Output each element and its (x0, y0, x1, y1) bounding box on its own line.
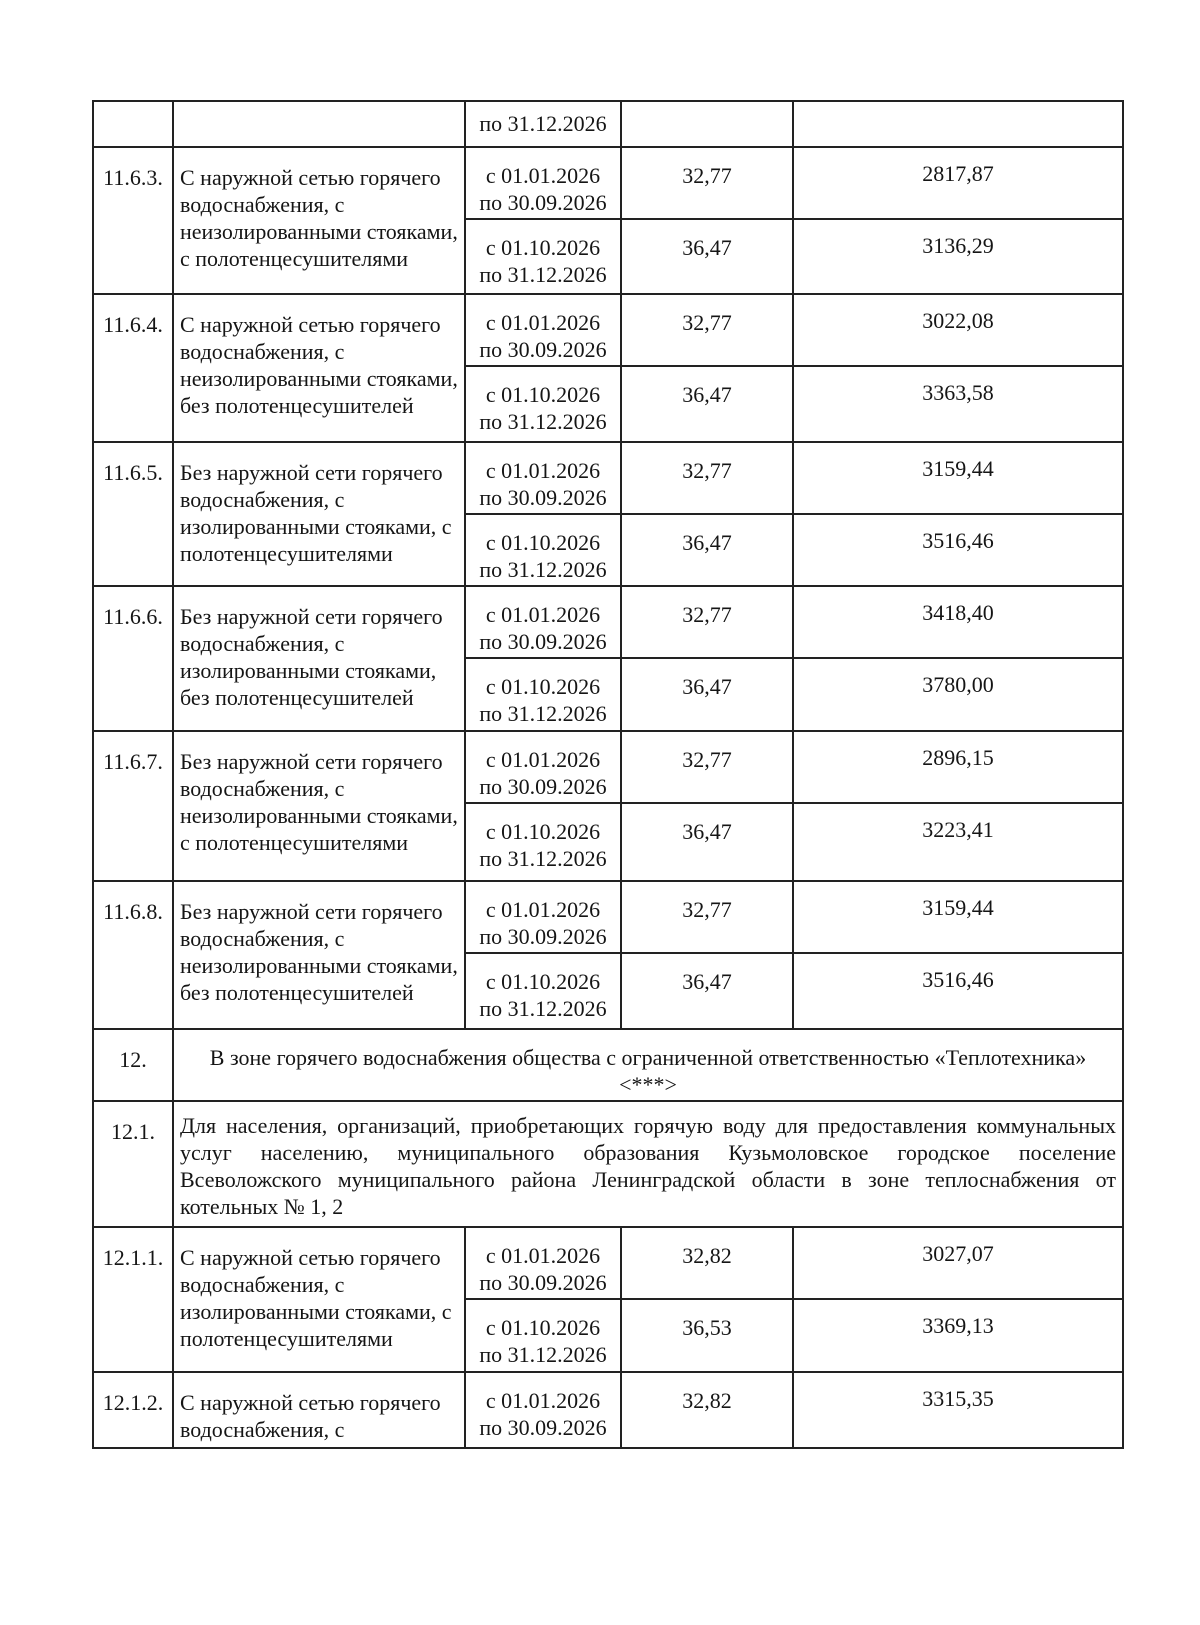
period-cell (465, 881, 621, 953)
row-description: Без наружной сети горячего водоснабжения, с неизолированными стояками, без полотенцесушителей (173, 881, 465, 1029)
period-to: по 30.09.2026 (479, 1415, 607, 1440)
table-row (93, 147, 1123, 219)
period-to: по 31.12.2026 (479, 846, 607, 871)
table-row (93, 294, 1123, 366)
period-from: с 01.10.2026 (485, 235, 601, 260)
period-cell (465, 514, 621, 586)
subsection-text: Для населения, организаций, приобретающих горячую воду для предоставления коммунальных услуг населению, муниципального образования Кузьмоловское городское поселение Всеволожского муниципального района Ленинградской области в зоне теплоснабжения от котельных № 1, 2 (173, 1101, 1123, 1227)
period-cell (465, 803, 621, 881)
tariff-value: 3369,13 (793, 1299, 1123, 1372)
period-cell (465, 586, 621, 658)
period-from: с 01.10.2026 (485, 1315, 601, 1340)
row-number: 12.1.1. (93, 1227, 173, 1372)
period-to: по 30.09.2026 (479, 1270, 607, 1295)
section-title: В зоне горячего водоснабжения общества с ограниченной ответственностью «Теплотехника» <***> (173, 1029, 1123, 1101)
desc-cell (173, 101, 465, 147)
period-to: по 30.09.2026 (479, 629, 607, 654)
row-description: Без наружной сети горячего водоснабжения, с изолированными стояками, с полотенцесушителями (173, 442, 465, 586)
tariff-value: 2896,15 (793, 731, 1123, 803)
period-from: с 01.10.2026 (485, 674, 601, 699)
tariff-value: 3516,46 (793, 953, 1123, 1029)
table-row (93, 101, 1123, 147)
norm-value: 36,47 (621, 366, 793, 442)
period-from: с 01.01.2026 (485, 897, 601, 922)
row-description: С наружной сетью горячего водоснабжения, с (173, 1372, 465, 1448)
period-to: по 31.12.2026 (479, 557, 607, 582)
period-to: по 30.09.2026 (479, 485, 607, 510)
period-from: с 01.01.2026 (485, 310, 601, 335)
row-description: С наружной сетью горячего водоснабжения, с неизолированными стояками, с полотенцесушителями (173, 147, 465, 294)
table-row (93, 881, 1123, 953)
period-to: по 31.12.2026 (479, 262, 607, 287)
period-to: по 30.09.2026 (479, 190, 607, 215)
norm-value: 36,53 (621, 1299, 793, 1372)
period-from: с 01.01.2026 (485, 602, 601, 627)
norm-value: 36,47 (621, 219, 793, 294)
period-cell (465, 366, 621, 442)
norm-value: 32,77 (621, 294, 793, 366)
period-to: по 31.12.2026 (479, 701, 607, 726)
period-cell (465, 294, 621, 366)
period-cell (465, 953, 621, 1029)
subsection-row (93, 1101, 1123, 1227)
period-from: с 01.10.2026 (485, 382, 601, 407)
period-cell (465, 1299, 621, 1372)
period-cell (465, 219, 621, 294)
row-number: 11.6.5. (93, 442, 173, 586)
row-number: 11.6.6. (93, 586, 173, 731)
period-from: с 01.01.2026 (485, 1243, 601, 1268)
row-description: С наружной сетью горячего водоснабжения, с изолированными стояками, с полотенцесушителями (173, 1227, 465, 1372)
period-to: по 31.12.2026 (479, 111, 607, 136)
period-from: с 01.01.2026 (485, 163, 601, 188)
tariff-value: 3516,46 (793, 514, 1123, 586)
row-description: Без наружной сети горячего водоснабжения, с неизолированными стояками, с полотенцесушителями (173, 731, 465, 881)
period-cell (465, 731, 621, 803)
norm-value: 32,82 (621, 1227, 793, 1299)
row-description: Без наружной сети горячего водоснабжения, с изолированными стояками, без полотенцесушителей (173, 586, 465, 731)
norm-value: 32,82 (621, 1372, 793, 1448)
norm-value: 32,77 (621, 586, 793, 658)
period-from: с 01.10.2026 (485, 530, 601, 555)
norm-value: 36,47 (621, 514, 793, 586)
period-cell (465, 147, 621, 219)
period-to: по 30.09.2026 (479, 774, 607, 799)
period-to: по 31.12.2026 (479, 996, 607, 1021)
table-row (93, 442, 1123, 514)
row-description: С наружной сетью горячего водоснабжения, с неизолированными стояками, без полотенцесушителей (173, 294, 465, 442)
norm-value: 32,77 (621, 731, 793, 803)
period-to: по 31.12.2026 (479, 1342, 607, 1367)
tariff-value: 3136,29 (793, 219, 1123, 294)
table-row (93, 731, 1123, 803)
table-row (93, 586, 1123, 658)
row-number: 11.6.3. (93, 147, 173, 294)
row-number: 11.6.7. (93, 731, 173, 881)
subsection-number: 12.1. (93, 1101, 173, 1227)
tariff-value: 3315,35 (793, 1372, 1123, 1448)
norm-value: 32,77 (621, 881, 793, 953)
period-cell (465, 1372, 621, 1448)
num-cell (93, 101, 173, 147)
row-number: 11.6.4. (93, 294, 173, 442)
tariff-value: 3363,58 (793, 366, 1123, 442)
row-number: 11.6.8. (93, 881, 173, 1029)
norm-value: 32,77 (621, 442, 793, 514)
tariff-value: 3418,40 (793, 586, 1123, 658)
tariff-value: 3780,00 (793, 658, 1123, 731)
norm-cell (621, 101, 793, 147)
period-from: с 01.01.2026 (485, 458, 601, 483)
period-from: с 01.10.2026 (485, 969, 601, 994)
tariff-cell (793, 101, 1123, 147)
period-cell (465, 1227, 621, 1299)
period-to: по 30.09.2026 (479, 924, 607, 949)
tariff-value: 3223,41 (793, 803, 1123, 881)
period-from: с 01.10.2026 (485, 819, 601, 844)
period-cell (465, 658, 621, 731)
tariff-value: 3022,08 (793, 294, 1123, 366)
tariff-value: 2817,87 (793, 147, 1123, 219)
section-header-row (93, 1029, 1123, 1101)
norm-value: 36,47 (621, 953, 793, 1029)
period-from: с 01.01.2026 (485, 1388, 601, 1413)
tariff-value: 3159,44 (793, 881, 1123, 953)
table-row (93, 1372, 1123, 1448)
norm-value: 36,47 (621, 803, 793, 881)
table-row (93, 1227, 1123, 1299)
section-number: 12. (93, 1029, 173, 1101)
period-to: по 30.09.2026 (479, 337, 607, 362)
tariff-value: 3159,44 (793, 442, 1123, 514)
tariff-value: 3027,07 (793, 1227, 1123, 1299)
period-cell (465, 442, 621, 514)
row-number: 12.1.2. (93, 1372, 173, 1448)
norm-value: 32,77 (621, 147, 793, 219)
tariff-table (92, 100, 1124, 1449)
period-from: с 01.01.2026 (485, 747, 601, 772)
period-cell (465, 101, 621, 147)
period-to: по 31.12.2026 (479, 409, 607, 434)
norm-value: 36,47 (621, 658, 793, 731)
